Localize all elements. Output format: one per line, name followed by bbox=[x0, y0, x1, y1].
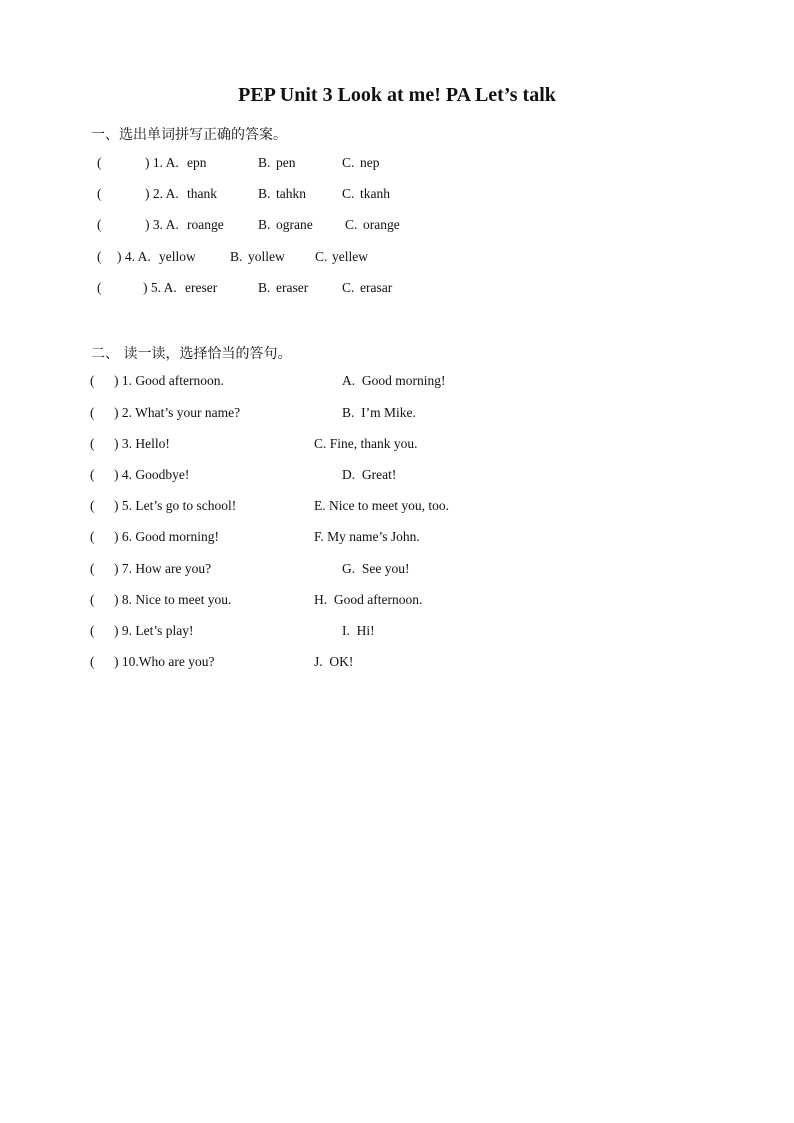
option-a: epn bbox=[187, 155, 207, 170]
answer-blank[interactable]: ( bbox=[97, 155, 102, 170]
spelling-question bbox=[0, 155, 794, 175]
answer-blank[interactable]: ( bbox=[90, 654, 95, 669]
match-answer: E. Nice to meet you, too. bbox=[314, 498, 449, 513]
question-number: ) 1. A. bbox=[145, 155, 179, 170]
match-question: ) 10.Who are you? bbox=[114, 654, 215, 669]
answer-blank[interactable]: ( bbox=[97, 280, 102, 295]
match-row bbox=[0, 436, 794, 456]
question-number: ) 5. A. bbox=[143, 280, 177, 295]
option-c: yellew bbox=[332, 249, 368, 264]
match-question: ) 8. Nice to meet you. bbox=[114, 592, 232, 607]
option-b-label: B. bbox=[258, 155, 271, 170]
option-b: pen bbox=[276, 155, 296, 170]
option-b: ograne bbox=[276, 217, 313, 232]
answer-blank[interactable]: ( bbox=[90, 592, 95, 607]
option-b: tahkn bbox=[276, 186, 306, 201]
option-b-label: B. bbox=[258, 217, 271, 232]
option-c: nep bbox=[360, 155, 380, 170]
match-row bbox=[0, 467, 794, 487]
match-row bbox=[0, 529, 794, 549]
answer-blank[interactable]: ( bbox=[90, 467, 95, 482]
option-c: orange bbox=[363, 217, 400, 232]
match-question: ) 5. Let’s go to school! bbox=[114, 498, 237, 513]
answer-blank[interactable]: ( bbox=[97, 217, 102, 232]
option-c-label: C. bbox=[315, 249, 328, 264]
section1-heading: 一、选出单词拼写正确的答案。 bbox=[91, 127, 287, 143]
option-a: ereser bbox=[185, 280, 218, 295]
spelling-question bbox=[0, 217, 794, 237]
match-row bbox=[0, 592, 794, 612]
option-c: erasar bbox=[360, 280, 393, 295]
spelling-question bbox=[0, 186, 794, 206]
question-number: ) 3. A. bbox=[145, 217, 179, 232]
match-answer: J. OK! bbox=[314, 654, 354, 669]
option-c: tkanh bbox=[360, 186, 390, 201]
match-row bbox=[0, 405, 794, 425]
option-b-label: B. bbox=[258, 280, 271, 295]
match-row bbox=[0, 623, 794, 643]
page-title: PEP Unit 3 Look at me! PA Let’s talk bbox=[238, 84, 556, 106]
match-question: ) 6. Good morning! bbox=[114, 529, 219, 544]
match-answer: B. I’m Mike. bbox=[342, 405, 416, 420]
match-answer: I. Hi! bbox=[342, 623, 375, 638]
answer-blank[interactable]: ( bbox=[90, 498, 95, 513]
section2-heading: 二、 读一读，选择恰当的答句。 bbox=[91, 346, 292, 362]
spelling-question bbox=[0, 249, 794, 269]
answer-blank[interactable]: ( bbox=[90, 623, 95, 638]
match-question: ) 4. Goodbye! bbox=[114, 467, 190, 482]
match-answer: D. Great! bbox=[342, 467, 397, 482]
option-c-label: C. bbox=[342, 155, 355, 170]
option-b: yollew bbox=[248, 249, 285, 264]
option-b-label: B. bbox=[230, 249, 243, 264]
answer-blank[interactable]: ( bbox=[90, 436, 95, 451]
answer-blank[interactable]: ( bbox=[97, 186, 102, 201]
answer-blank[interactable]: ( bbox=[90, 529, 95, 544]
answer-blank[interactable]: ( bbox=[90, 405, 95, 420]
match-question: ) 7. How are you? bbox=[114, 561, 212, 576]
match-question: ) 9. Let’s play! bbox=[114, 623, 194, 638]
option-b-label: B. bbox=[258, 186, 271, 201]
match-question: ) 2. What’s your name? bbox=[114, 405, 241, 420]
question-number: ) 2. A. bbox=[145, 186, 179, 201]
option-a: thank bbox=[187, 186, 217, 201]
option-b: eraser bbox=[276, 280, 309, 295]
spelling-question bbox=[0, 280, 794, 300]
match-answer: G. See you! bbox=[342, 561, 410, 576]
question-number: ) 4. A. bbox=[117, 249, 151, 264]
answer-blank[interactable]: ( bbox=[90, 373, 95, 388]
option-c-label: C. bbox=[345, 217, 358, 232]
match-question: ) 1. Good afternoon. bbox=[114, 373, 224, 388]
option-c-label: C. bbox=[342, 280, 355, 295]
match-row bbox=[0, 654, 794, 674]
match-row bbox=[0, 498, 794, 518]
match-answer: A. Good morning! bbox=[342, 373, 446, 388]
option-a: yellow bbox=[159, 249, 196, 264]
match-answer: H. Good afternoon. bbox=[314, 592, 423, 607]
match-row bbox=[0, 561, 794, 581]
option-c-label: C. bbox=[342, 186, 355, 201]
match-answer: C. Fine, thank you. bbox=[314, 436, 418, 451]
match-answer: F. My name’s John. bbox=[314, 529, 420, 544]
match-question: ) 3. Hello! bbox=[114, 436, 170, 451]
answer-blank[interactable]: ( bbox=[97, 249, 102, 264]
answer-blank[interactable]: ( bbox=[90, 561, 95, 576]
option-a: roange bbox=[187, 217, 224, 232]
match-row bbox=[0, 373, 794, 393]
